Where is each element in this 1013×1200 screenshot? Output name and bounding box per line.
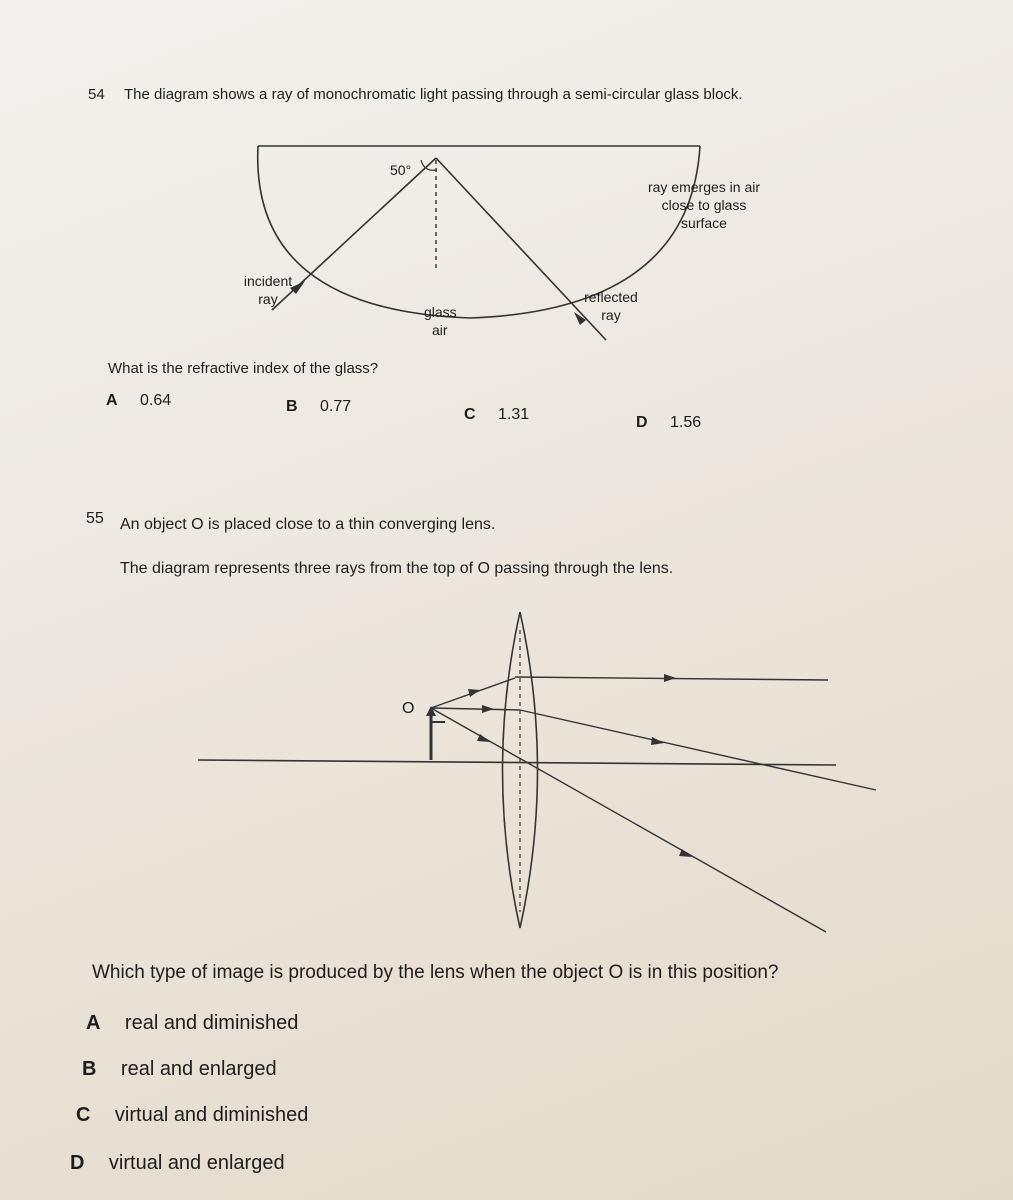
ray3	[431, 708, 826, 932]
reflected-line-2: ray	[601, 307, 621, 323]
reflected-ray-label	[572, 288, 650, 324]
incident-line-2: ray	[258, 291, 278, 307]
option-54-c[interactable]	[464, 406, 529, 424]
option-54-a[interactable]	[106, 392, 171, 410]
option-55-c[interactable]	[76, 1104, 308, 1127]
incident-ray-label	[232, 272, 304, 308]
ray2-refracted	[520, 710, 876, 790]
glass-label: glass	[424, 304, 457, 320]
angle-label: 50°	[390, 162, 412, 178]
principal-axis	[198, 760, 836, 765]
air-label: air	[432, 322, 448, 338]
emerges-line-2: close to glass	[661, 197, 747, 213]
option-55-d[interactable]	[70, 1152, 285, 1175]
option-letter: B	[286, 398, 298, 415]
option-54-d[interactable]	[636, 414, 701, 432]
ray2-incident	[431, 708, 520, 710]
option-54-b[interactable]	[286, 398, 351, 416]
question-55-number: 55	[86, 510, 104, 527]
question-55-stem-1: An object O is placed close to a thin converging lens.	[120, 516, 496, 533]
option-letter: B	[82, 1058, 97, 1080]
reflected-line-1: reflected	[584, 289, 638, 305]
option-value: 1.31	[498, 406, 530, 423]
option-55-b[interactable]	[82, 1058, 277, 1081]
question-54-number: 54	[88, 86, 105, 103]
option-value: virtual and enlarged	[108, 1152, 285, 1174]
option-letter: D	[70, 1152, 85, 1174]
option-value: 1.56	[670, 414, 702, 431]
incident-line-1: incident	[243, 273, 293, 289]
option-value: real and enlarged	[120, 1058, 277, 1080]
option-value: 0.64	[140, 392, 172, 409]
option-letter: A	[106, 392, 118, 409]
question-55-prompt: Which type of image is produced by the lens when the object O is in this position?	[92, 962, 779, 983]
question-54-prompt: What is the refractive index of the glass?	[108, 360, 379, 377]
emerges-line-1: ray emerges in air	[647, 179, 761, 195]
question-54-stem: The diagram shows a ray of monochromatic light passing through a semi-circular glass block.	[124, 86, 743, 103]
option-letter: D	[636, 414, 648, 431]
option-value: 0.77	[320, 398, 352, 415]
object-label: O	[402, 700, 415, 717]
option-value: real and diminished	[124, 1012, 299, 1034]
question-55-stem-2: The diagram represents three rays from the top of O passing through the lens.	[120, 560, 674, 577]
option-55-a[interactable]	[86, 1012, 298, 1035]
option-letter: C	[76, 1104, 91, 1126]
option-letter: A	[86, 1012, 101, 1034]
emerges-label	[634, 178, 774, 232]
option-letter: C	[464, 406, 476, 423]
emerges-line-3: surface	[681, 215, 727, 231]
option-value: virtual and diminished	[114, 1104, 309, 1126]
